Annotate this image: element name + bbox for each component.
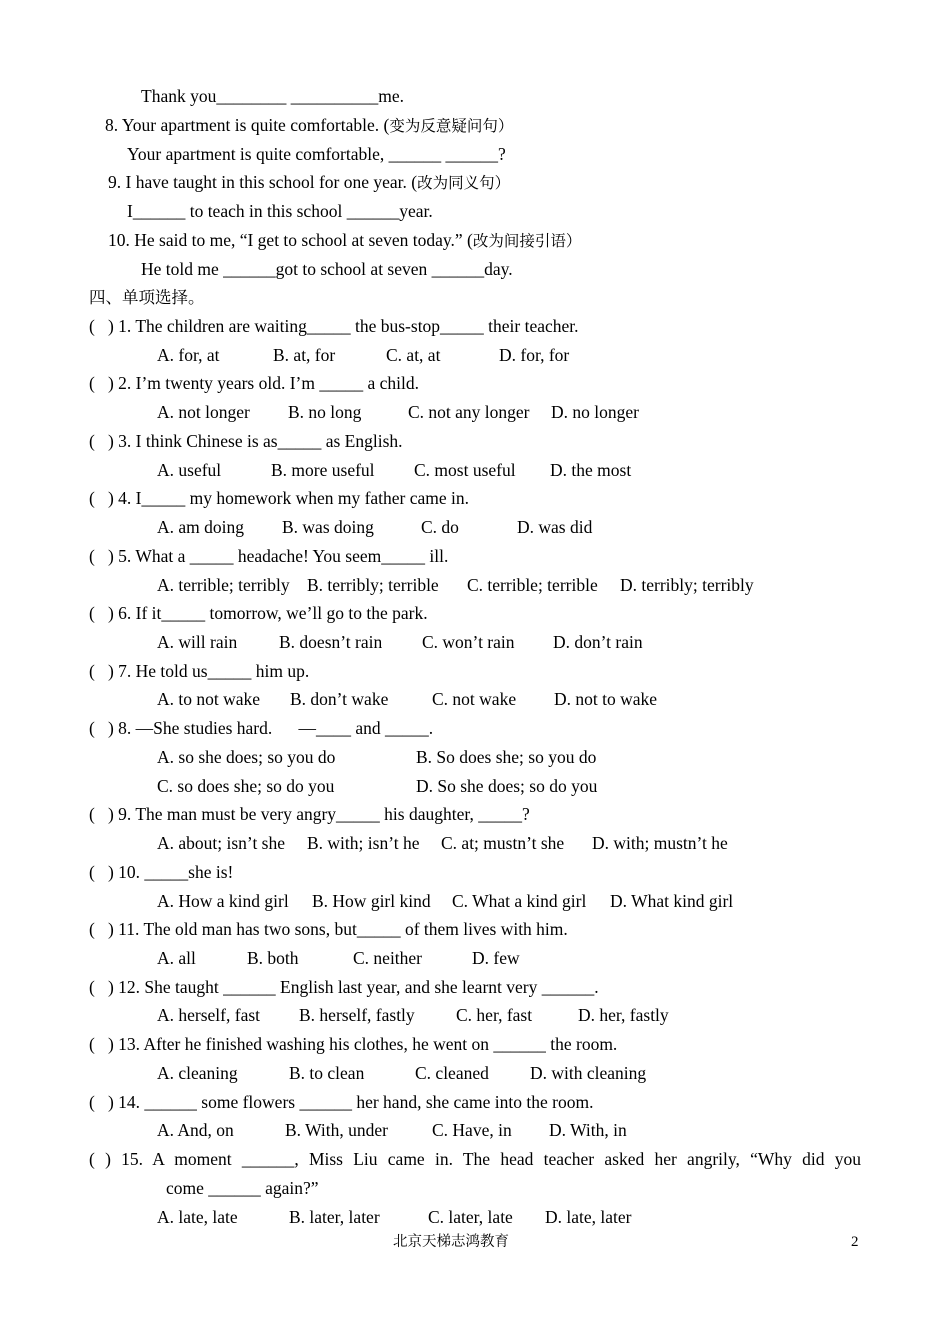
mcq-question-10: ( ) 10. _____she is! [89,862,234,882]
mcq-option: B. How girl kind [312,891,431,911]
mcq-option: D. late, later [545,1207,632,1227]
mcq-option: D. was did [517,517,593,537]
mcq-option: D. with cleaning [530,1063,647,1083]
mcq-option: A. so she does; so you do [157,747,336,767]
question-10: 10. He said to me, “I get to school at seven today.” (改为间接引语） [108,230,582,250]
mcq-option: D. the most [550,460,632,480]
mcq-question-13: ( ) 13. After he finished washing his clothes, he went on ______ the room. [89,1034,618,1054]
mcq-option: A. And, on [157,1120,234,1140]
mcq-option: C. most useful [414,460,516,480]
mcq-option: A. How a kind girl [157,891,289,911]
mcq-option: A. cleaning [157,1063,238,1083]
mcq-option: D. terribly; terribly [620,575,754,595]
mcq-option: C. neither [353,948,423,968]
mcq-option: D. don’t rain [553,632,643,652]
mcq-option: B. don’t wake [290,689,389,709]
question-9: 9. I have taught in this school for one year. (改为同义句） [108,172,511,192]
mcq-option: D. few [472,948,520,968]
mcq-option: A. about; isn’t she [157,833,286,853]
mcq-option: B. So does she; so you do [416,747,597,767]
mcq-option: D. no longer [551,402,639,422]
mcq-option: B. to clean [289,1063,365,1083]
section-title: 四、单项选择。 [89,288,205,307]
mcq-option: A. terrible; terribly [157,575,290,595]
mcq-option: B. was doing [282,517,374,537]
mcq-question-11: ( ) 11. The old man has two sons, but_____ of them lives with him. [89,919,568,939]
mcq-option: D. not to wake [554,689,658,709]
answer-9: I______ to teach in this school ______year. [127,201,433,221]
mcq-question-1: ( ) 1. The children are waiting_____ the bus-stop_____ their teacher. [89,316,579,336]
mcq-option: C. later, late [428,1207,513,1227]
mcq-question-4: ( ) 4. I_____ my homework when my father came in. [89,488,470,508]
mcq-option: D. for, for [499,345,570,365]
answer-8: Your apartment is quite comfortable, ______ ______? [127,144,506,164]
mcq-option: D. So she does; so do you [416,776,598,796]
mcq-question-12: ( ) 12. She taught ______ English last year, and she learnt very ______. [89,977,599,997]
mcq-option: C. do [421,517,459,537]
mcq-option: B. herself, fastly [299,1005,415,1025]
mcq-option: D. With, in [549,1120,627,1140]
mcq-option: A. late, late [157,1207,238,1227]
mcq-option: C. not wake [432,689,517,709]
mcq-question-3: ( ) 3. I think Chinese is as_____ as English. [89,431,403,451]
mcq-question-9: ( ) 9. The man must be very angry_____ his daughter, _____? [89,804,530,824]
footer-org: 北京天梯志鸿教育 [393,1234,509,1250]
mcq-option: B. both [247,948,299,968]
mcq-option: A. to not wake [157,689,261,709]
mcq-option: B. later, later [289,1207,380,1227]
mcq-option: D. her, fastly [578,1005,669,1025]
mcq-option: C. Have, in [432,1120,512,1140]
mcq-option: B. with; isn’t he [307,833,420,853]
mcq-option: C. at; mustn’t she [441,833,565,853]
question-8: 8. Your apartment is quite comfortable. (变为反意疑问句） [105,115,514,135]
mcq-option: B. more useful [271,460,375,480]
mcq-option: D. What kind girl [610,891,734,911]
mcq-option: B. no long [288,402,362,422]
mcq-question-5: ( ) 5. What a _____ headache! You seem_____ ill. [89,546,449,566]
mcq-option: A. will rain [157,632,238,652]
mcq-option: A. for, at [157,345,220,365]
mcq-option: D. with; mustn’t he [592,833,728,853]
mcq-option: C. won’t rain [422,632,515,652]
mcq-option: C. her, fast [456,1005,533,1025]
mcq-question-2: ( ) 2. I’m twenty years old. I’m _____ a child. [89,373,419,393]
mcq-option: B. doesn’t rain [279,632,383,652]
mcq-option: A. am doing [157,517,245,537]
page-number: 2 [851,1234,859,1250]
mcq-question-15: ( ) 15. A moment ______, Miss Liu came in. The head teacher asked her angrily, “Why did you [89,1149,861,1169]
mcq-option: C. cleaned [415,1063,489,1083]
mcq-option: C. so does she; so do you [157,776,335,796]
mcq-option: C. at, at [386,345,441,365]
rewrite-line-1: Thank you________ __________me. [141,86,404,106]
mcq-option: B. terribly; terrible [307,575,439,595]
mcq-option: C. What a kind girl [452,891,587,911]
mcq-question-8: ( ) 8. —She studies hard. —____ and _____. [89,718,434,738]
mcq-question-14: ( ) 14. ______ some flowers ______ her hand, she came into the room. [89,1092,594,1112]
mcq-option: A. not longer [157,402,250,422]
mcq-option: A. all [157,948,196,968]
mcq-question-15-cont: come ______ again?” [166,1178,319,1198]
mcq-option: C. not any longer [408,402,530,422]
mcq-option: B. at, for [273,345,336,365]
mcq-option: B. With, under [285,1120,388,1140]
mcq-option: C. terrible; terrible [467,575,598,595]
mcq-question-7: ( ) 7. He told us_____ him up. [89,661,310,681]
answer-10: He told me ______got to school at seven ______day. [141,259,513,279]
mcq-option: A. herself, fast [157,1005,261,1025]
mcq-question-6: ( ) 6. If it_____ tomorrow, we’ll go to the park. [89,603,428,623]
mcq-option: A. useful [157,460,222,480]
